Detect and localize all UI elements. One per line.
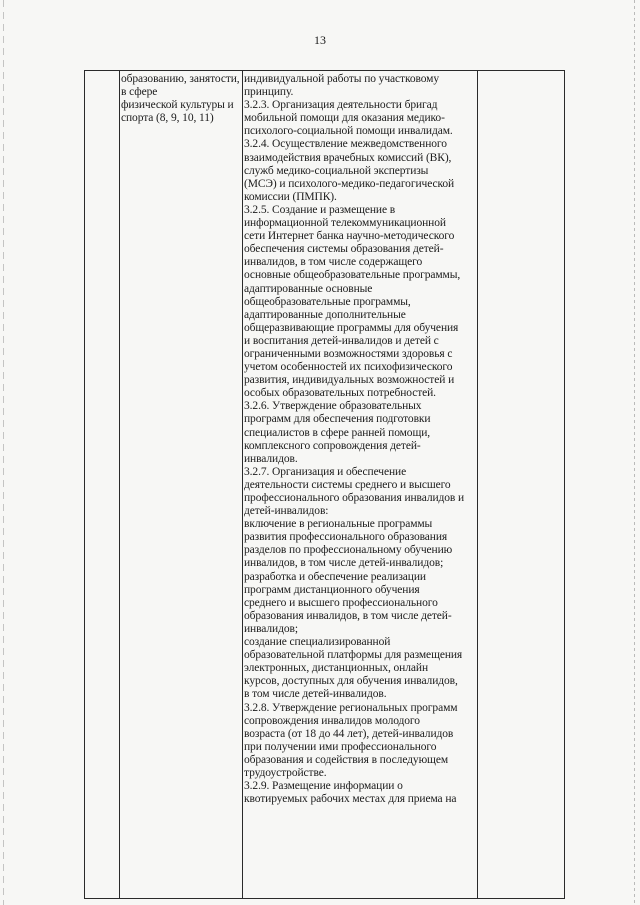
measure-text-line: развития профессионального образования — [244, 531, 448, 544]
measure-text-line: 3.2.4. Осуществление межведомственного — [244, 138, 447, 151]
measure-text-line: 3.2.7. Организация и обеспечение — [244, 465, 407, 478]
measure-text-line: курсов, доступных для обучения инвалидов, — [244, 675, 458, 688]
measure-text-line: (МСЭ) и психолого-медико-педагогической — [244, 177, 455, 190]
measure-text-line: ограниченными возможностями здоровья с — [244, 347, 453, 360]
measure-text-line: и воспитания детей-инвалидов и детей с — [244, 334, 439, 347]
measure-text-line: обеспечения системы образования детей- — [244, 243, 444, 256]
column-divider-2 — [242, 71, 243, 898]
measure-text-line: программ для обеспечения подготовки — [244, 413, 431, 426]
measure-text-line: инвалидов; — [244, 622, 298, 635]
measure-text-line: инвалидов, в том числе детей-инвалидов; — [244, 557, 444, 570]
measure-text-line: сопровождения инвалидов молодого — [244, 714, 420, 727]
scan-edge-left — [3, 0, 4, 905]
column-divider-1 — [119, 71, 120, 898]
measure-text-line: разработка и обеспечение реализации — [244, 570, 426, 583]
measure-text-line: комиссии (ПМПК). — [244, 190, 337, 203]
measure-text-line: учетом особенностей их психофизического — [244, 361, 453, 374]
direction-text-line: физической культуры и — [121, 99, 234, 112]
measure-text-line: создание специализированной — [244, 636, 391, 649]
measure-text-line: принципу. — [244, 86, 294, 99]
measure-text-line: в том числе детей-инвалидов. — [244, 688, 387, 701]
measure-text-line: детей-инвалидов: — [244, 505, 329, 518]
measure-text-line: служб медико-социальной экспертизы — [244, 164, 429, 177]
measure-text-line: общеобразовательные программы, — [244, 295, 411, 308]
measure-text-line: 3.2.6. Утверждение образовательных — [244, 400, 422, 413]
measure-text-line: адаптированные основные — [244, 282, 373, 295]
measure-text-line: психолого-социальной помощи инвалидам. — [244, 125, 453, 138]
measure-text-line: развития, индивидуальных возможностей и — [244, 374, 455, 387]
measures-table — [84, 70, 565, 899]
page-number: 13 — [314, 33, 326, 47]
measure-text-line: образовательной платформы для размещения — [244, 649, 463, 662]
measure-text-line: среднего и высшего профессионального — [244, 596, 438, 609]
measure-text-line: электронных, дистанционных, онлайн — [244, 662, 428, 675]
measure-text-line: индивидуальной работы по участковому — [244, 73, 440, 85]
measure-text-line: адаптированные дополнительные — [244, 308, 406, 321]
measure-text-line: общеразвивающие программы для обучения — [244, 321, 459, 334]
direction-text-line: в сфере — [121, 86, 158, 99]
measure-text-line: при получении ими профессионального — [244, 740, 437, 753]
measure-text-line: инвалидов. — [244, 452, 298, 465]
measure-text-line: особых образовательных потребностей. — [244, 387, 436, 400]
measure-text-line: 3.2.8. Утверждение региональных программ — [244, 701, 458, 714]
measure-text-line: возраста (от 18 до 44 лет), детей-инвалидов — [244, 727, 454, 740]
measure-text-line: специалистов в сфере ранней помощи, — [244, 426, 431, 439]
measure-text-line: 3.2.5. Создание и размещение в — [244, 203, 396, 216]
measure-text-line: деятельности системы среднего и высшего — [244, 478, 451, 491]
measure-text-line: образования инвалидов, в том числе детей- — [244, 609, 452, 622]
measure-text-line: программ дистанционного обучения — [244, 583, 420, 596]
measures-cell — [244, 73, 476, 806]
measure-text-line: трудоустройстве. — [244, 766, 327, 779]
measure-text-line: информационной телекоммуникационной — [244, 217, 446, 230]
measure-text-line: профессионального образования инвалидов и — [244, 492, 465, 504]
direction-text-line: спорта (8, 9, 10, 11) — [121, 112, 214, 125]
direction-cell — [121, 73, 241, 125]
scan-edge-right — [634, 0, 635, 905]
measure-text-line: образования и содействия в последующем — [244, 753, 448, 766]
measure-text-line: основные общеобразовательные программы, — [244, 269, 461, 282]
measure-text-line: 3.2.3. Организация деятельности бригад — [244, 99, 438, 112]
measure-text-line: 3.2.9. Размещение информации о — [244, 780, 403, 793]
measure-text-line: взаимодействия врачебных комиссий (ВК), — [244, 151, 452, 164]
measure-text-line: инвалидов, в том числе содержащего — [244, 256, 423, 269]
measure-text-line: комплексного сопровождения детей- — [244, 439, 421, 452]
measure-text-line: включение в региональные программы — [244, 518, 433, 531]
measure-text-line: сети Интернет банка научно-методического — [244, 230, 455, 243]
column-divider-3 — [477, 71, 478, 898]
direction-text-line: образованию, занятости, — [121, 73, 240, 85]
measure-text-line: мобильной помощи для оказания медико- — [244, 112, 445, 125]
measure-text-line: разделов по профессиональному обучению — [244, 544, 453, 557]
measure-text-line: квотируемых рабочих местах для приема на — [244, 793, 457, 806]
